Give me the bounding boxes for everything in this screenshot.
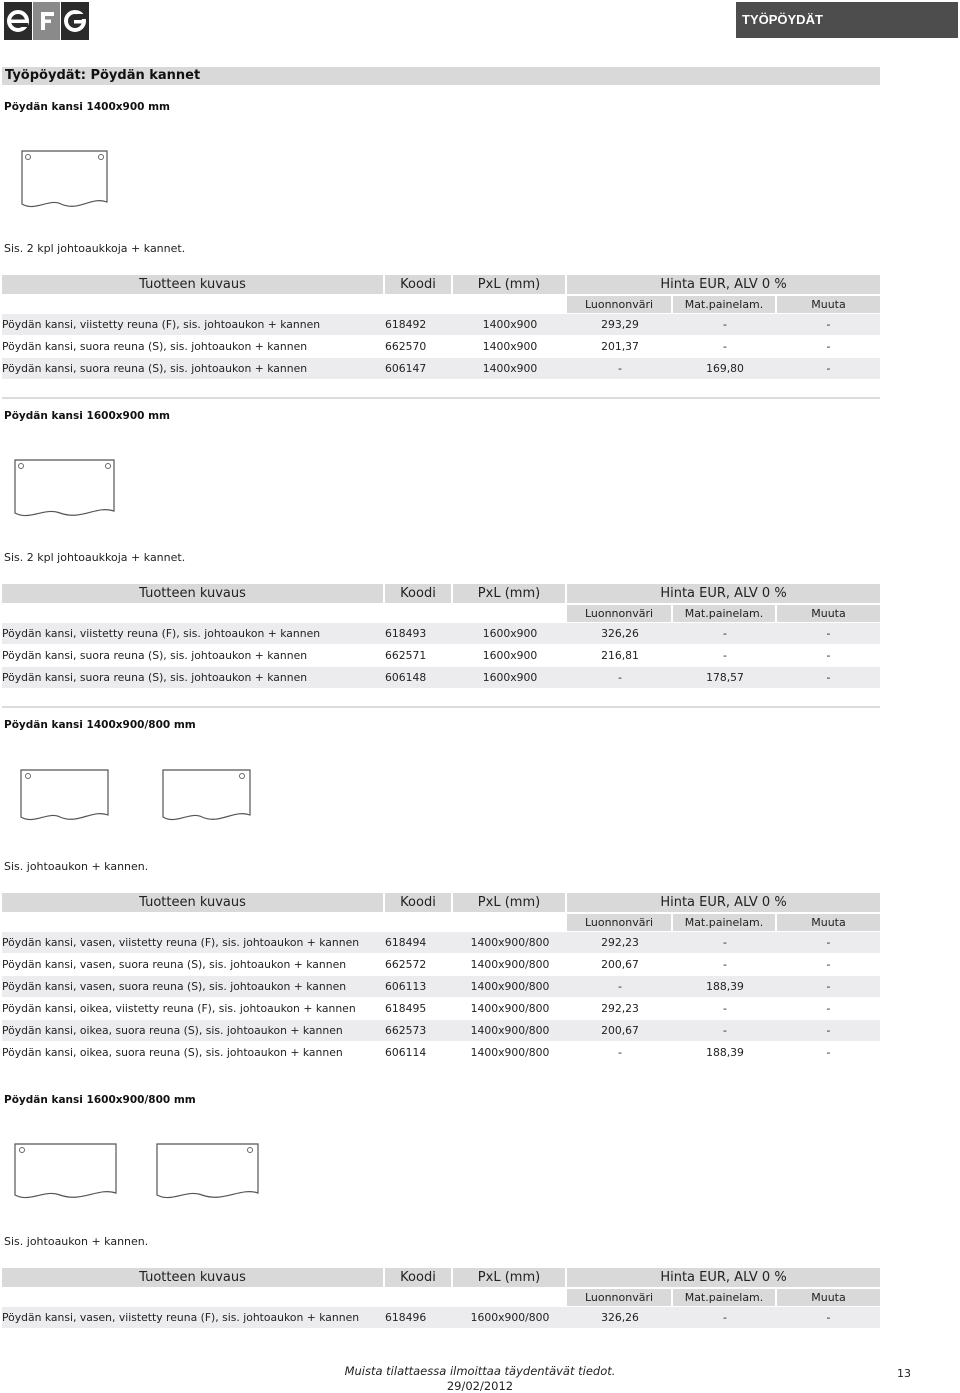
row-size: 1400x900/800 [453,931,567,953]
row-size: 1600x900 [453,644,567,666]
table-row [2,1306,880,1328]
col-price-header: Hinta EUR, ALV 0 % [567,275,880,294]
row-code: 662572 [385,953,453,975]
logo-letter-g [61,2,89,40]
row-price-natural: - [567,666,673,688]
col-desc-header: Tuotteen kuvaus [2,275,385,294]
section-divider [2,706,880,708]
table-subheader-row [2,912,880,931]
row-price-natural: - [567,975,673,997]
row-price-natural: 292,23 [567,997,673,1019]
row-description: Pöydän kansi, vasen, viistetty reuna (F), sis. johtoaukon + kannen [2,931,385,953]
row-price-laminate: 188,39 [673,1041,777,1063]
row-price-laminate: 178,57 [673,666,777,688]
section-note-3: Sis. johtoaukon + kannen. [4,860,149,873]
row-code: 662570 [385,335,453,357]
col-desc-header: Tuotteen kuvaus [2,1268,385,1287]
row-size: 1400x900 [453,313,567,335]
col-price-header: Hinta EUR, ALV 0 % [567,584,880,603]
row-price-other: - [777,953,880,975]
row-price-natural: 326,26 [567,1306,673,1328]
row-code: 618493 [385,622,453,644]
price-table-2 [2,584,880,688]
row-description: Pöydän kansi, oikea, viistetty reuna (F), sis. johtoaukon + kannen [2,997,385,1019]
row-code: 606147 [385,357,453,379]
section-title-1: Pöydän kansi 1400x900 mm [4,101,170,113]
price-table-4 [2,1268,880,1328]
row-description: Pöydän kansi, vasen, suora reuna (S), sis. johtoaukon + kannen [2,975,385,997]
col-other-header: Muuta [777,912,880,931]
col-natural-header: Luonnonväri [567,1287,673,1306]
logo-letter-f [33,2,61,40]
row-price-natural: 201,37 [567,335,673,357]
row-price-other: - [777,622,880,644]
table-header-row [2,1268,880,1287]
row-size: 1400x900/800 [453,975,567,997]
row-description: Pöydän kansi, suora reuna (S), sis. johtoaukon + kannen [2,644,385,666]
row-price-other: - [777,666,880,688]
table-row [2,335,880,357]
section-title-4: Pöydän kansi 1600x900/800 mm [4,1094,196,1106]
desk-top-drawing-1600-left [14,1143,120,1205]
row-size: 1400x900/800 [453,953,567,975]
row-size: 1400x900/800 [453,997,567,1019]
table-row [2,1019,880,1041]
section-note-2: Sis. 2 kpl johtoaukkoja + kannet. [4,551,186,564]
row-size: 1400x900 [453,335,567,357]
table-header-row [2,275,880,294]
row-code: 618496 [385,1306,453,1328]
table-subheader-row [2,1287,880,1306]
row-size: 1400x900/800 [453,1041,567,1063]
row-price-laminate: 188,39 [673,975,777,997]
row-price-other: - [777,997,880,1019]
row-price-laminate: - [673,335,777,357]
row-size: 1600x900 [453,622,567,644]
row-code: 606113 [385,975,453,997]
row-code: 606114 [385,1041,453,1063]
row-size: 1600x900/800 [453,1306,567,1328]
row-price-other: - [777,313,880,335]
row-price-natural: - [567,357,673,379]
row-price-natural: 200,67 [567,953,673,975]
col-laminate-header: Mat.painelam. [673,603,777,622]
col-size-header: PxL (mm) [453,1268,567,1287]
row-price-laminate: 169,80 [673,357,777,379]
col-other-header: Muuta [777,1287,880,1306]
col-laminate-header: Mat.painelam. [673,912,777,931]
col-natural-header: Luonnonväri [567,912,673,931]
col-code-header: Koodi [385,275,453,294]
row-description: Pöydän kansi, oikea, suora reuna (S), sis. johtoaukon + kannen [2,1041,385,1063]
desk-top-drawing-1400-left [20,769,112,827]
col-size-header: PxL (mm) [453,275,567,294]
row-price-natural: 292,23 [567,931,673,953]
row-description: Pöydän kansi, viistetty reuna (F), sis. johtoaukon + kannen [2,313,385,335]
row-price-natural: 216,81 [567,644,673,666]
page-title: Työpöydät: Pöydän kannet [2,67,880,85]
footer-note: Muista tilattaessa ilmoittaa täydentävät tiedot. [344,1364,616,1378]
col-size-header: PxL (mm) [453,893,567,912]
table-row [2,622,880,644]
row-price-laminate: - [673,313,777,335]
col-price-header: Hinta EUR, ALV 0 % [567,1268,880,1287]
row-description: Pöydän kansi, suora reuna (S), sis. johtoaukon + kannen [2,357,385,379]
row-code: 662571 [385,644,453,666]
row-price-natural: 200,67 [567,1019,673,1041]
row-code: 606148 [385,666,453,688]
row-price-other: - [777,1019,880,1041]
col-natural-header: Luonnonväri [567,603,673,622]
table-row [2,1041,880,1063]
logo-letter-e [4,2,32,40]
row-code: 662573 [385,1019,453,1041]
row-description: Pöydän kansi, vasen, viistetty reuna (F), sis. johtoaukon + kannen [2,1306,385,1328]
row-price-laminate: - [673,644,777,666]
table-row [2,644,880,666]
page-number: 13 [897,1367,911,1380]
row-price-laminate: - [673,1306,777,1328]
table-header-row [2,893,880,912]
row-price-laminate: - [673,997,777,1019]
desk-top-drawing-1600 [14,459,118,521]
row-price-laminate: - [673,1019,777,1041]
col-desc-header: Tuotteen kuvaus [2,893,385,912]
row-size: 1600x900 [453,666,567,688]
table-header-row [2,584,880,603]
row-code: 618494 [385,931,453,953]
section-title-3: Pöydän kansi 1400x900/800 mm [4,719,196,731]
row-price-laminate: - [673,953,777,975]
page-footer [0,1364,960,1393]
col-code-header: Koodi [385,893,453,912]
row-code: 618495 [385,997,453,1019]
section-divider [2,397,880,399]
row-price-natural: 293,29 [567,313,673,335]
col-other-header: Muuta [777,294,880,313]
section-note-1: Sis. 2 kpl johtoaukkoja + kannet. [4,242,186,255]
footer-date: 29/02/2012 [446,1379,514,1393]
row-price-other: - [777,975,880,997]
efg-logo [4,2,90,40]
row-price-laminate: - [673,931,777,953]
row-description: Pöydän kansi, suora reuna (S), sis. johtoaukon + kannen [2,335,385,357]
row-price-other: - [777,1041,880,1063]
price-table-3 [2,893,880,1063]
table-row [2,997,880,1019]
row-description: Pöydän kansi, viistetty reuna (F), sis. johtoaukon + kannen [2,622,385,644]
desk-top-drawing-1600-right [156,1143,262,1205]
table-row [2,931,880,953]
desk-top-drawing-1400-right [162,769,254,827]
col-laminate-header: Mat.painelam. [673,294,777,313]
row-price-natural: - [567,1041,673,1063]
row-price-natural: 326,26 [567,622,673,644]
section-title-2: Pöydän kansi 1600x900 mm [4,410,170,422]
row-size: 1400x900 [453,357,567,379]
row-description: Pöydän kansi, vasen, suora reuna (S), sis. johtoaukon + kannen [2,953,385,975]
col-laminate-header: Mat.painelam. [673,1287,777,1306]
table-row [2,953,880,975]
col-code-header: Koodi [385,1268,453,1287]
col-natural-header: Luonnonväri [567,294,673,313]
row-price-other: - [777,931,880,953]
table-row [2,666,880,688]
table-row [2,357,880,379]
table-subheader-row [2,603,880,622]
col-desc-header: Tuotteen kuvaus [2,584,385,603]
row-description: Pöydän kansi, oikea, suora reuna (S), sis. johtoaukon + kannen [2,1019,385,1041]
col-other-header: Muuta [777,603,880,622]
table-row [2,313,880,335]
col-price-header: Hinta EUR, ALV 0 % [567,893,880,912]
row-description: Pöydän kansi, suora reuna (S), sis. johtoaukon + kannen [2,666,385,688]
row-price-other: - [777,644,880,666]
category-badge: TYÖPÖYDÄT [736,2,958,38]
price-table-1 [2,275,880,379]
row-price-other: - [777,1306,880,1328]
table-subheader-row [2,294,880,313]
row-price-other: - [777,357,880,379]
table-row [2,975,880,997]
row-code: 618492 [385,313,453,335]
desk-top-drawing-1400 [21,150,111,212]
section-note-4: Sis. johtoaukon + kannen. [4,1235,149,1248]
col-code-header: Koodi [385,584,453,603]
col-size-header: PxL (mm) [453,584,567,603]
row-price-other: - [777,335,880,357]
row-size: 1400x900/800 [453,1019,567,1041]
row-price-laminate: - [673,622,777,644]
